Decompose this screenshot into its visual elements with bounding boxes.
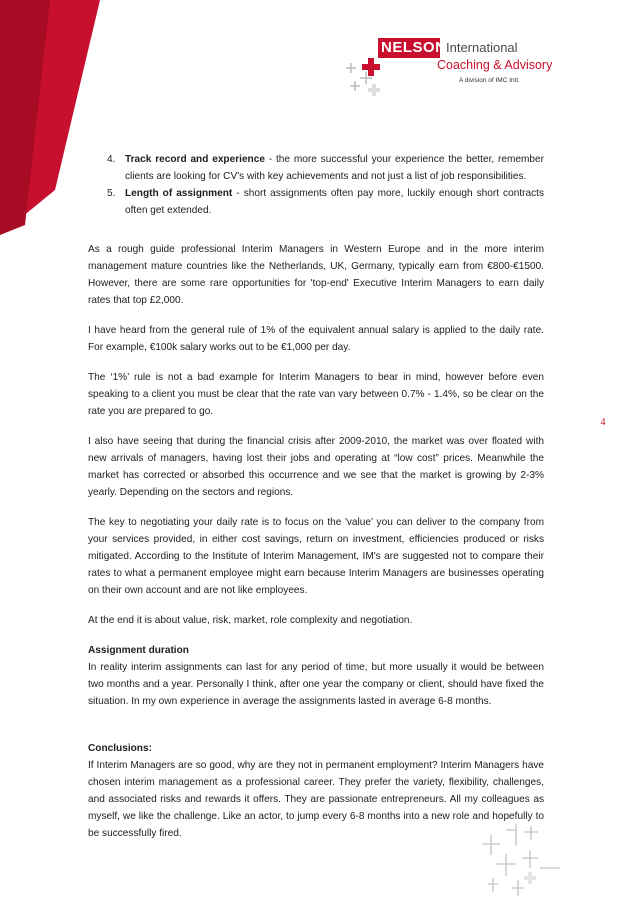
company-logo	[342, 30, 553, 102]
section-heading-duration: Assignment duration	[88, 645, 189, 656]
paragraph-rate-range: The ‘1%’ rule is not a bad example for Interim Managers to bear in mind, however before even speaking to a client you must be clear that the rate van vary between 0.7% - 1.4%, so be clear on the rate you are prepared to go.	[88, 372, 544, 417]
paragraph-duration: In reality interim assignments can last for any period of time, but more usually it would be between two months and a year. Personally I think, after one year the company or client, should have fixed the situation. In my own experience in average the assignments lasted in average 6-8 months.	[88, 662, 544, 707]
criteria-list	[88, 151, 544, 219]
list-item	[88, 185, 544, 219]
list-item	[88, 151, 544, 185]
paragraph-one-percent-rule: I have heard from the general rule of 1% of the equivalent annual salary is applied to the daily rate. For example, €100k salary works out to be €1,000 per day.	[88, 325, 544, 353]
page-number: 4	[600, 417, 606, 428]
footer-decoration	[478, 822, 568, 898]
logo-division: A division of IMC Intl.	[459, 77, 520, 84]
logo-name-box	[378, 38, 447, 58]
paragraph-negotiation: The key to negotiating your daily rate is to focus on the 'value' you can deliver to the company from your services provided, in either cost savings, return on investment, efficiencies produced or risks mitigated. According to the Institute of Interim Management, IM's are suggested not to compare their rates to what a permanent employee might earn because Interim Managers are businesses operating on their own account and are not like employees.	[88, 517, 544, 596]
paragraph-rates: As a rough guide professional Interim Managers in Western Europe and in the more interim management mature countries like the Netherlands, UK, Germany, typically earn from €800-€1500. However, there are some rare opportunities for 'top-end' Executive Interim Managers to earn daily rates that top £2,000.	[88, 244, 544, 306]
list-item-title: Track record and experience	[125, 154, 265, 165]
logo-tagline: Coaching & Advisory	[437, 58, 553, 72]
paragraph-conclusions: If Interim Managers are so good, why are they not in permanent employment? Interim Managers have chosen interim management as a professional career. They prefer the variety, flexibility, challenges, and associated risks and rewards it offers. They are passionate entrepreneurs. All my colleagues as myself, we like the challenge. Like an actor, to jump every 6-8 months into a new role and hopefully to be successfully fired.	[88, 760, 544, 839]
document-body	[88, 151, 544, 842]
list-item-title: Length of assignment	[125, 188, 233, 199]
list-number: 4.	[107, 154, 116, 165]
paragraph-financial-crisis: I also have seeing that during the financial crisis after 2009-2010, the market was over floated with new arrivals of managers, having lost their jobs and operating at “low cost” prices. Meanwhile the market has corrected or absorbed this occurrence and we see that the market is growing by 2-3% yearly. Depending on the sectors and regions.	[88, 436, 544, 498]
list-item-text: - short assignments often pay more, luckily enough short contracts often get extended.	[125, 188, 544, 216]
paragraph-summary: At the end it is about value, risk, market, role complexity and negotiation.	[88, 615, 413, 626]
logo-suffix: International	[446, 40, 518, 55]
section-heading-conclusions: Conclusions:	[88, 743, 152, 754]
logo-name: NELSON	[381, 39, 447, 56]
list-number: 5.	[107, 188, 116, 199]
list-item-text: - the more successful your experience the better, remember clients are looking for CV's with key achievements and not just a list of job responsibilities.	[125, 154, 544, 182]
